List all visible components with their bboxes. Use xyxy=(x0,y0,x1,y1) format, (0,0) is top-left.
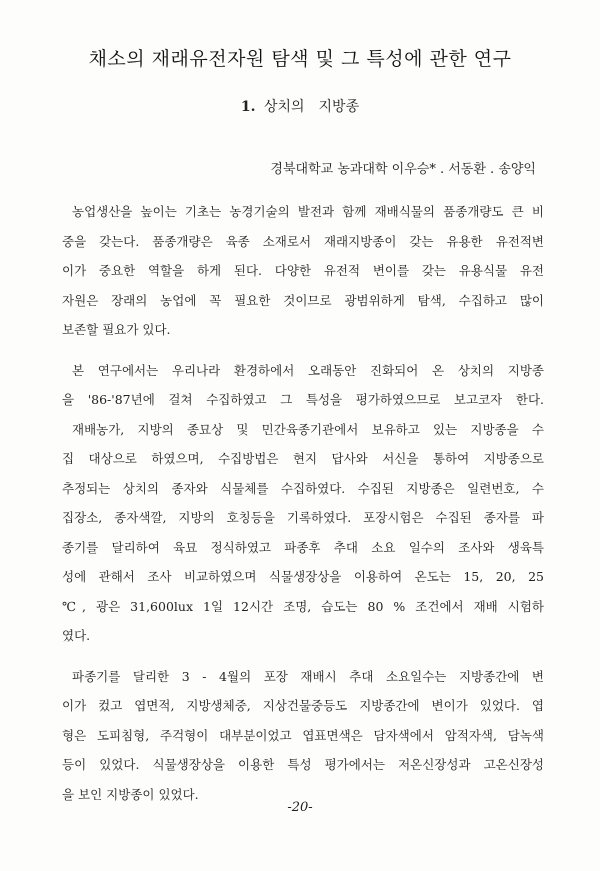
text-line: 자원은 장래의 농업에 꼭 필요한 것이므로 광범위하게 탐색, 수집하고 많이 xyxy=(62,292,544,308)
text-line: 중을 갖는다. 품종개량은 육종 소재로서 재래지방종이 갖는 유용한 유전적변 xyxy=(62,233,544,249)
text-line: 파종기를 달리한 3 - 4월의 포장 재배시 추대 소요일수는 지방종간에 변 xyxy=(72,668,544,684)
page-number: -20- xyxy=(287,800,313,815)
text-line: 을 보인 지방종이 있었다. xyxy=(62,786,199,802)
paragraph-3 xyxy=(62,662,544,810)
paper-title: 채소의 재래유전자원 탐색 및 그 특성에 관한 연구 xyxy=(88,48,512,70)
text-line: 농업생산을 높이는 기초는 농경기술의 발전과 함께 재배식물의 품종개량도 큰 비 xyxy=(72,204,544,219)
text-line: 을 '86-'87년에 걸쳐 수집하였고 그 특성을 평가하였으므로 보고코자 한다. xyxy=(62,392,544,407)
author-affiliation: 경북대학교 농과대학 이우승* . 서동환 . 송양익 xyxy=(270,162,536,177)
text-line: 추정되는 상치의 종자와 식물체를 수집하였다. 수집된 지방종은 일련번호, 수 xyxy=(62,480,544,496)
text-line: 이가 중요한 역할을 하게 된다. 다양한 유전적 변이를 갖는 유용식물 유전 xyxy=(62,263,544,278)
text-line: 재배농가, 지방의 종묘상 및 민간육종기관에서 보유하고 있는 지방종을 수 xyxy=(72,421,544,437)
subtitle-part2: 지방종 xyxy=(318,99,360,115)
text-line: 종기를 달리하여 육묘 정식하였고 파종후 추대 소요 일수의 조사와 생육특 xyxy=(62,539,544,555)
paragraph-1 xyxy=(62,197,544,345)
text-line: ℃, 광은 31,600lux 1일 12시간 조명, 습도는 80 % 조건에서 재배 시험하 xyxy=(62,598,544,614)
text-line: 보존할 필요가 있다. xyxy=(62,322,171,337)
subtitle-part1: 상치의 xyxy=(263,99,305,115)
abstract-body xyxy=(62,197,544,809)
paragraph-2 xyxy=(62,356,544,651)
text-line: 등이 있었다. 식물생장상을 이용한 특성 평가에서는 저온신장성과 고온신장성 xyxy=(62,757,544,772)
text-line: 였다. xyxy=(62,628,91,643)
text-line: 집장소, 종자색깔, 지방의 호칭등을 기록하였다. 포장시험은 수집된 종자를 파 xyxy=(62,510,544,525)
subtitle-number: 1. xyxy=(240,99,256,115)
text-line: 집 대상으로 하였으며, 수집방법은 현지 답사와 서신을 통하여 지방종으로 xyxy=(62,451,544,466)
paper-subtitle xyxy=(0,96,600,116)
text-line: 본 연구에서는 우리나라 환경하에서 오래동안 진화되어 온 상치의 지방종 xyxy=(72,362,544,378)
text-line: 성에 관해서 조사 비교하였으며 식물생장상을 이용하여 온도는 15, 20, 25 xyxy=(62,569,544,584)
text-line: 형은 도피침형, 주걱형이 대부분이었고 엽표면색은 담자색에서 암적자색, 담녹색 xyxy=(62,727,544,743)
text-line: 이가 컸고 엽면적, 지방생체중, 지상건물중등도 지방종간에 변이가 있었다. 엽 xyxy=(62,698,544,713)
